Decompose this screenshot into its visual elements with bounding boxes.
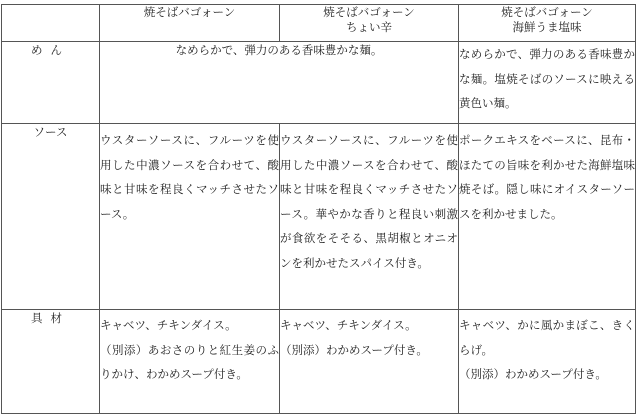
noodle-shared-cell: なめらかで、弾力のある香味豊かな麺。: [100, 42, 459, 124]
header-product-seafood-name: 焼そばバゴォーン: [501, 5, 593, 19]
ingredients-row: [2, 310, 636, 414]
header-corner-cell: [2, 5, 100, 42]
ingredients-spicy-cell: [280, 310, 459, 414]
header-product-spicy: [280, 5, 459, 42]
ingredients-label-text: 具材: [31, 311, 70, 325]
ingredients-seafood-main: キャベツ、かに風かまぼこ、きくらげ。: [459, 318, 635, 357]
header-product-seafood-variant: 海鮮うま塩味: [512, 20, 582, 34]
sauce-row-label: [2, 124, 100, 310]
ingredients-seafood-extras: （別添）わかめスープ付き。: [459, 367, 607, 381]
sauce-regular-cell: ウスターソースに、フルーツを使用した中濃ソースを合わせて、酸味と甘味を程良くマッチさせたソース。: [100, 124, 280, 310]
ingredients-row-label: [2, 310, 100, 414]
ingredients-spicy-extras: （別添）わかめスープ付き。: [280, 342, 428, 357]
header-product-regular-name: 焼そばバゴォーン: [143, 5, 236, 19]
product-comparison-table: [1, 4, 636, 414]
noodle-seafood-cell: なめらかで、弾力のある香味豊かな麺。塩焼そばのソースに映える黄色い麺。: [459, 42, 636, 124]
ingredients-spicy-main: キャベツ、チキンダイス。: [280, 318, 417, 332]
noodle-label-text: めん: [31, 43, 70, 57]
noodle-row: [2, 42, 636, 124]
ingredients-regular-main: キャベツ、チキンダイス。: [100, 318, 237, 332]
sauce-seafood-cell: ポークエキスをベースに、昆布・ほたての旨味を利かせた海鮮塩味焼そば。隠し味にオイスターソースを利かせました。: [459, 124, 636, 310]
ingredients-regular-extras: （別添）あおさのりと紅生姜のふりかけ、わかめスープ付き。: [100, 342, 279, 381]
sauce-label-text: ソース: [33, 125, 68, 139]
header-product-spicy-name: 焼そばバゴォーン: [323, 5, 415, 19]
sauce-row: [2, 124, 636, 310]
ingredients-regular-cell: [100, 310, 280, 414]
header-product-spicy-variant: ちょい辛: [346, 20, 392, 34]
header-row: [2, 5, 636, 42]
ingredients-seafood-cell: [459, 310, 636, 414]
header-product-seafood: [459, 5, 636, 42]
sauce-spicy-cell: ウスターソースに、フルーツを使用した中濃ソースを合わせて、酸味と甘味を程良くマッチさせたソース。華やかな香りと程良い刺激が食欲をそそる、黒胡椒とオニオンを利かせたスパイス付き。: [280, 124, 459, 310]
header-product-regular: [100, 5, 280, 42]
noodle-row-label: [2, 42, 100, 124]
